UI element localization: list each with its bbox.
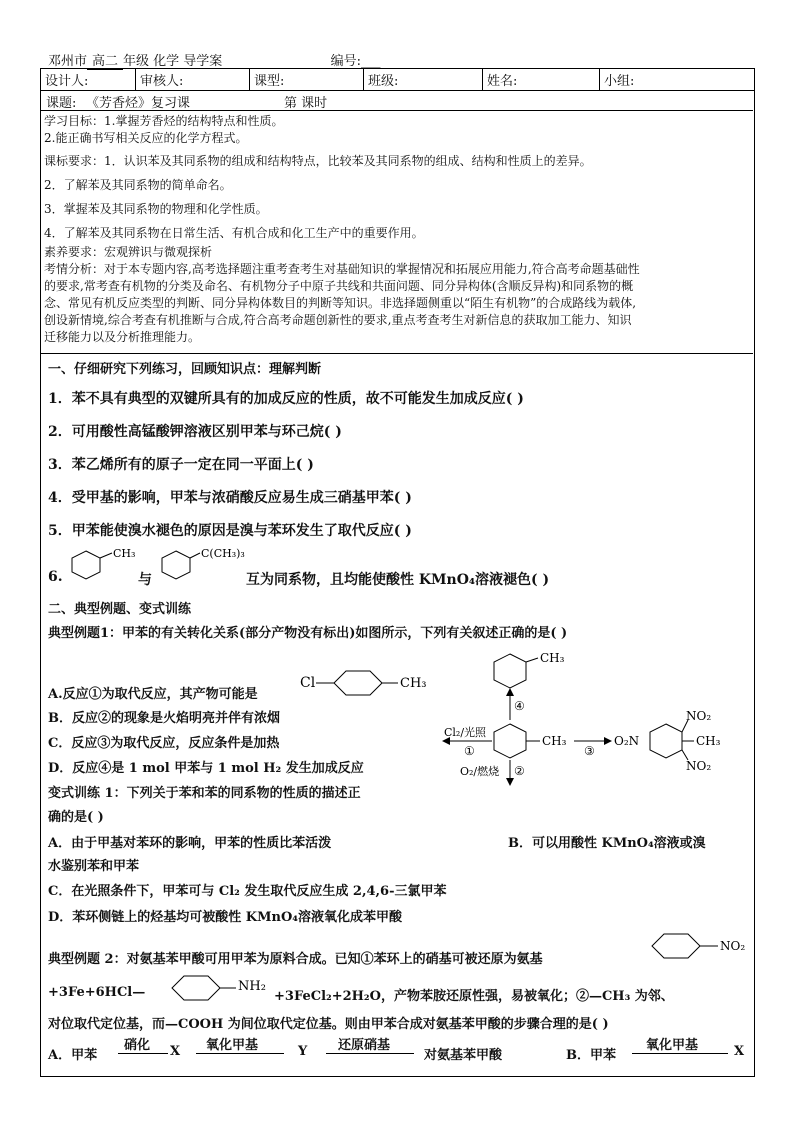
example1-option-a: A.反应①为取代反应，其产物可能是 bbox=[48, 687, 258, 702]
example2-option-b: B．甲苯 bbox=[566, 1048, 616, 1063]
topic-row bbox=[40, 90, 753, 111]
class-cell: 班级: bbox=[364, 69, 483, 91]
diagram-cl2: Cl₂/光照 bbox=[444, 726, 487, 739]
question-1: 1．苯不具有典型的双键所具有的加成反应的性质，故不可能发生加成反应( ) bbox=[48, 391, 524, 407]
objective-line: 2．了解苯及其同系物的简单命名。 bbox=[44, 178, 232, 192]
objective-line: 4．了解苯及其同系物在日常生活、有机合成和化工生产中的重要作用。 bbox=[44, 226, 424, 240]
objective-line: 念、常见有机反应类型的判断、同分异构体数目的判断等知识。非选择题侧重以“陌生有机物”的合成路线为载体, bbox=[44, 296, 637, 310]
question-4: 4．受甲基的影响，甲苯与浓硝酸反应易生成三硝基甲苯( ) bbox=[48, 490, 412, 506]
step-b-oxidize: 氧化甲基 bbox=[646, 1038, 699, 1053]
tert-butylbenzene-structure bbox=[162, 547, 245, 579]
header-code-blank: ___ bbox=[360, 54, 381, 69]
ch3-label: CH₃ bbox=[400, 676, 427, 691]
example2-line2b: +3FeCl₂+2H₂O，产物苯胺还原性强，易被氧化；②—CH₃ 为邻、 bbox=[274, 989, 674, 1004]
objective-line: 课标要求：1．认识苯及其同系物的组成和结构特点，比较苯及其同系物的组成、结构和性质上的差异。 bbox=[44, 154, 592, 168]
variation1-stem-a: 变式训练 1：下列关于苯和苯的同系物的性质的描述正 bbox=[48, 786, 361, 801]
objective-line: 2.能正确书写相关反应的化学方程式。 bbox=[44, 131, 248, 145]
step-nitration: 硝化 bbox=[124, 1038, 151, 1053]
arrow-a2 bbox=[196, 1053, 284, 1054]
nitrobenzene-structure bbox=[650, 930, 750, 964]
chlorotoluene-structure bbox=[300, 663, 440, 703]
step-reduce-nitro: 还原硝基 bbox=[338, 1038, 391, 1053]
diagram-right-ch3: CH₃ bbox=[696, 734, 721, 748]
tbutyl-group: C(CH₃)₃ bbox=[201, 547, 245, 560]
topic-label: 课题: bbox=[46, 96, 77, 111]
question-3: 3．苯乙烯所有的原子一定在同一平面上( ) bbox=[48, 457, 314, 473]
diagram-o2: O₂/燃烧 bbox=[460, 765, 500, 778]
amino-label: NH₂ bbox=[238, 979, 266, 994]
question-6-num: 6. bbox=[48, 569, 63, 585]
diagram-r2: ② bbox=[514, 764, 525, 778]
question-5: 5．甲苯能使溴水褪色的原因是溴与苯环发生了取代反应( ) bbox=[48, 523, 412, 539]
objectives-block bbox=[40, 111, 753, 354]
question-6-and: 与 bbox=[138, 572, 152, 588]
header-code-label: 编号: bbox=[330, 54, 361, 69]
group-cell: 小组: bbox=[600, 69, 755, 91]
arrow-a1 bbox=[118, 1053, 168, 1054]
header-city: 邓州市 bbox=[48, 54, 88, 69]
lesson-type-cell: 课型: bbox=[250, 69, 364, 91]
example2-line1: 典型例题 2：对氨基苯甲酸可用甲苯为原料合成。已知①苯环上的硝基可被还原为氨基 bbox=[48, 952, 543, 967]
toluene-structure bbox=[72, 547, 135, 579]
diagram-no2-top: NO₂ bbox=[686, 709, 712, 723]
objective-line: 3．掌握苯及其同系物的物理和化学性质。 bbox=[44, 202, 268, 216]
product-label: 对氨基苯甲酸 bbox=[424, 1048, 503, 1063]
header-grade: 高二 bbox=[87, 50, 123, 70]
reviewer-cell: 审核人: bbox=[136, 69, 250, 91]
topic-period: 第 课时 bbox=[284, 96, 328, 111]
variation1-option-a: A．由于甲基对苯环的影响，甲苯的性质比苯活泼 bbox=[48, 836, 332, 851]
objective-line: 迁移能力以及分析推理能力。 bbox=[44, 330, 201, 344]
section2-title: 二、典型例题、变式训练 bbox=[48, 602, 192, 617]
diagram-top-ch3: CH₃ bbox=[540, 651, 565, 665]
diagram-r1: ① bbox=[464, 744, 475, 758]
variation1-option-b: B．可以用酸性 KMnO₄溶液或溴 bbox=[508, 836, 706, 851]
section1-title: 一、仔细研究下列练习，回顾知识点：理解判断 bbox=[48, 362, 322, 377]
diagram-center-ch3: CH₃ bbox=[542, 734, 567, 748]
objective-line: 学习目标：1.掌握芳香烃的结构特点和性质。 bbox=[44, 114, 284, 128]
diagram-r4: ④ bbox=[514, 699, 525, 713]
question-2: 2．可用酸性高锰酸钾溶液区别甲苯与环己烷( ) bbox=[48, 424, 342, 440]
example1-option-c: C．反应③为取代反应，反应条件是加热 bbox=[48, 736, 280, 751]
variation1-option-c: C．在光照条件下，甲苯可与 Cl₂ 发生取代反应生成 2,4,6-三氯甲苯 bbox=[48, 884, 447, 899]
variation1-option-d: D．苯环侧链上的烃基均可被酸性 KMnO₄溶液氧化成苯甲酸 bbox=[48, 910, 402, 925]
diagram-o2n: O₂N bbox=[614, 734, 640, 748]
arrow-a3 bbox=[326, 1053, 414, 1054]
topic-title: 《芳香烃》复习课 bbox=[86, 96, 191, 111]
reaction-diagram bbox=[440, 648, 740, 788]
objective-line: 考情分析：对于本专题内容,高考选择题注重考查考生对基础知识的掌握情况和拓展应用能力,符合高考命题基础性 bbox=[44, 262, 640, 276]
variation1-option-b-cont: 水鉴别苯和甲苯 bbox=[48, 859, 140, 874]
nitro-label: NO₂ bbox=[720, 939, 746, 953]
objective-line: 素养要求：宏观辨识与微观探析 bbox=[44, 245, 213, 259]
objective-line: 创设新情境,综合考查有机推断与合成,符合高考命题创新性的要求,重点考查考生对新信息的获取加工能力、知识 bbox=[44, 313, 632, 327]
doc-header bbox=[48, 50, 380, 70]
intermediate-y: Y bbox=[298, 1044, 308, 1059]
example2-line2a: +3Fe+6HCl— bbox=[48, 985, 146, 1000]
intermediate-b-x: X bbox=[734, 1044, 745, 1059]
arrow-b1 bbox=[632, 1053, 728, 1054]
example2-line3: 对位取代定位基，而—COOH 为间位取代定位基。则由甲苯合成对氨基苯甲酸的步骤合理的是( ) bbox=[48, 1017, 609, 1032]
header-grade-suffix: 年级 化学 导学案 bbox=[123, 54, 223, 69]
example1-stem: 典型例题1：甲苯的有关转化关系(部分产物没有标出)如图所示，下列有关叙述正确的是( ) bbox=[48, 626, 568, 641]
intermediate-x: X bbox=[170, 1044, 181, 1059]
meta-table bbox=[40, 68, 755, 91]
diagram-r3: ③ bbox=[584, 744, 595, 758]
objective-line: 的要求,常考查有机物的分类及命名、有机物分子中原子共线和共面问题、同分异构体(含顺反异构)和同系物的概 bbox=[44, 279, 634, 293]
example2-option-a: A．甲苯 bbox=[48, 1048, 98, 1063]
variation1-stem-b: 确的是( ) bbox=[48, 810, 104, 825]
cl-label: Cl bbox=[300, 675, 316, 691]
designer-cell: 设计人: bbox=[41, 69, 136, 91]
question-6-text: 互为同系物，且均能使酸性 KMnO₄溶液褪色( ) bbox=[246, 572, 550, 588]
aniline-structure bbox=[168, 970, 278, 1004]
toluene-ch3: CH₃ bbox=[113, 547, 136, 560]
step-oxidize-methyl: 氧化甲基 bbox=[206, 1038, 259, 1053]
example1-option-b: B．反应②的现象是火焰明亮并伴有浓烟 bbox=[48, 711, 280, 726]
diagram-no2-bottom: NO₂ bbox=[686, 759, 712, 773]
example1-option-d: D．反应④是 1 mol 甲苯与 1 mol H₂ 发生加成反应 bbox=[48, 761, 364, 776]
name-cell: 姓名: bbox=[483, 69, 600, 91]
